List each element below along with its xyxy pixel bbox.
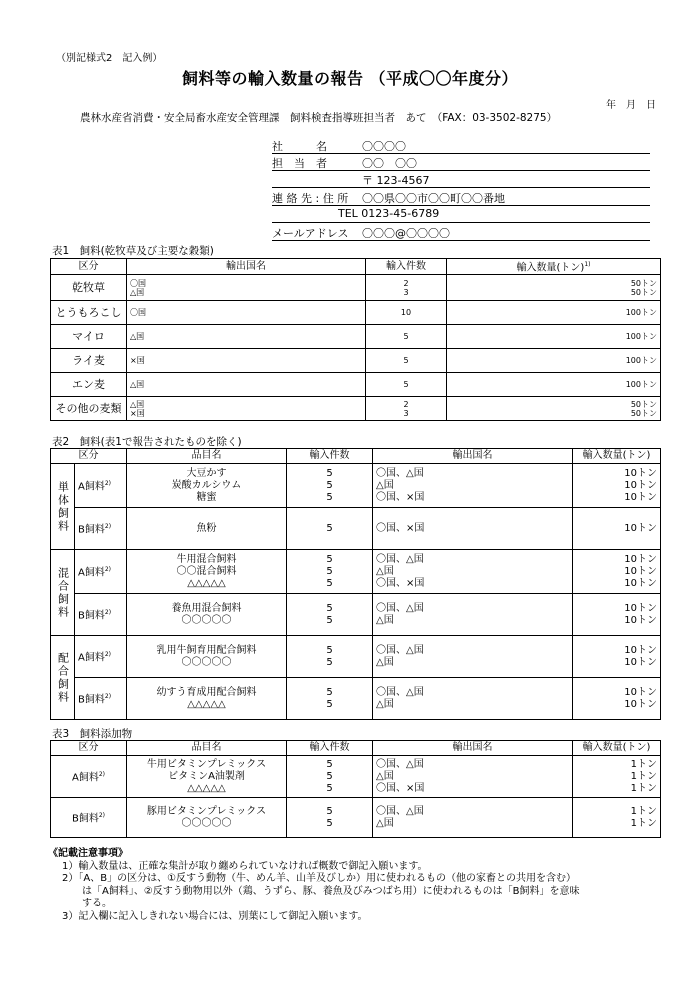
country-cell-line: △国 bbox=[130, 399, 145, 409]
table1-header-row bbox=[51, 259, 661, 275]
item-cell-line: 養魚用混合飼料 bbox=[171, 602, 242, 614]
sub-category-cell bbox=[75, 594, 127, 636]
country-cell-line: ×国 bbox=[130, 356, 145, 366]
country-cell bbox=[127, 325, 366, 349]
count-cell bbox=[287, 508, 373, 550]
quantity-cell-line: 1トン bbox=[630, 782, 657, 794]
table3-caption: 表3 飼料添加物 bbox=[52, 728, 133, 740]
table1-header-quantity-label: 輸入数量(トン) bbox=[516, 262, 585, 274]
quantity-cell-line: 1トン bbox=[630, 758, 657, 770]
quantity-cell-line: 10トン bbox=[624, 467, 657, 479]
address-value: 〇〇県〇〇市〇〇町〇〇番地 bbox=[362, 192, 505, 205]
country-cell bbox=[373, 756, 573, 798]
country-cell-line: ×国 bbox=[130, 408, 145, 418]
category-cell bbox=[51, 301, 127, 325]
quantity-cell bbox=[573, 464, 661, 508]
quantity-cell-line: 10トン bbox=[624, 614, 657, 626]
quantity-cell bbox=[573, 756, 661, 798]
quantity-cell bbox=[573, 550, 661, 594]
table1-header-country: 輸出国名 bbox=[127, 259, 366, 275]
addressee-line: 農林水産省消費・安全局畜水産安全管理課 飼料検査指導班担当者 あて （FAX：03-3502-8275） bbox=[80, 112, 558, 124]
table-row bbox=[51, 373, 661, 397]
item-cell bbox=[127, 636, 287, 678]
count-cell-line: 3 bbox=[403, 287, 409, 297]
note-item: 3）記入欄に記入しきれない場合には、別葉にして御記入願います。 bbox=[62, 910, 368, 922]
category-label: A飼料 bbox=[78, 652, 105, 664]
count-cell bbox=[287, 798, 373, 838]
count-cell-line: 5 bbox=[326, 491, 333, 503]
quantity-cell-line: 1トン bbox=[630, 770, 657, 782]
count-cell-line: 5 bbox=[326, 656, 333, 668]
table-row bbox=[51, 464, 661, 508]
table2 bbox=[50, 448, 661, 720]
group-label-text: 混合飼料 bbox=[56, 566, 70, 619]
category-label: A飼料 bbox=[71, 772, 99, 784]
note-item: 2）「A、B」の区分は、①反すう動物（牛、めん羊、山羊及びしか）用に使われるもの（他の家畜との共用を含む） bbox=[62, 873, 577, 884]
group-label bbox=[51, 464, 75, 550]
country-cell bbox=[373, 798, 573, 838]
category-cell bbox=[51, 275, 127, 301]
quantity-cell bbox=[447, 301, 661, 325]
item-cell bbox=[127, 678, 287, 720]
table-row bbox=[51, 550, 661, 594]
country-cell-line: △国 bbox=[130, 287, 145, 297]
sub-category-cell bbox=[75, 678, 127, 720]
item-cell-line: 乳用牛飼育用配合飼料 bbox=[156, 644, 257, 656]
quantity-cell-line: 100トン bbox=[625, 308, 657, 318]
country-cell-line: △国 bbox=[376, 479, 394, 491]
count-cell-line: 5 bbox=[326, 698, 333, 710]
quantity-cell bbox=[447, 373, 661, 397]
address-label: 連 絡 先 : 住 所 bbox=[272, 192, 349, 205]
table-row bbox=[51, 756, 661, 798]
item-cell-line: 魚粉 bbox=[196, 522, 217, 534]
item-cell-line: 〇〇〇〇〇 bbox=[181, 817, 232, 829]
count-cell bbox=[287, 678, 373, 720]
table-row bbox=[51, 508, 661, 550]
tel-row bbox=[272, 205, 650, 223]
table-row bbox=[51, 397, 661, 421]
quantity-cell-line: 100トン bbox=[625, 380, 657, 390]
country-cell bbox=[127, 397, 366, 421]
count-cell bbox=[366, 301, 447, 325]
country-cell bbox=[373, 636, 573, 678]
country-cell-line: 〇国 bbox=[130, 308, 146, 318]
table-row bbox=[51, 678, 661, 720]
count-cell-line: 5 bbox=[326, 479, 333, 491]
country-cell-line: △国 bbox=[376, 656, 394, 668]
category-cell bbox=[51, 349, 127, 373]
table2-header-row bbox=[51, 449, 661, 464]
footnote-ref: 2) bbox=[104, 565, 112, 573]
count-cell-line: 5 bbox=[326, 817, 333, 829]
item-cell-line: 幼すう育成用配合飼料 bbox=[156, 686, 257, 698]
item-cell bbox=[127, 798, 287, 838]
quantity-cell-line: 50トン bbox=[630, 408, 657, 418]
country-cell-line: 〇国、△国 bbox=[376, 805, 424, 817]
quantity-cell-line: 100トン bbox=[625, 356, 657, 366]
table2-header-item: 品目名 bbox=[127, 449, 287, 464]
quantity-cell bbox=[573, 508, 661, 550]
quantity-cell-line: 10トン bbox=[624, 656, 657, 668]
item-cell-line: △△△△△ bbox=[187, 577, 226, 589]
item-cell-line: 〇〇〇〇〇 bbox=[181, 614, 232, 626]
quantity-cell bbox=[447, 275, 661, 301]
country-cell-line: △国 bbox=[376, 698, 394, 710]
report-date: 年 月 日 bbox=[606, 100, 656, 111]
table1-body bbox=[51, 275, 661, 421]
table-row bbox=[51, 636, 661, 678]
count-cell-line: 5 bbox=[326, 565, 333, 577]
table3-header-quantity: 輸入数量(トン) bbox=[573, 741, 661, 756]
count-cell-line: 5 bbox=[326, 758, 333, 770]
table-row bbox=[51, 301, 661, 325]
category-label: A飼料 bbox=[78, 481, 105, 493]
item-cell-line: △△△△△ bbox=[187, 782, 226, 794]
country-cell-line: 〇国、△国 bbox=[376, 553, 424, 565]
table1-header-category: 区分 bbox=[51, 259, 127, 275]
category-cell-line: マイロ bbox=[72, 329, 105, 343]
company-row bbox=[272, 136, 650, 154]
quantity-cell bbox=[447, 325, 661, 349]
country-cell bbox=[127, 349, 366, 373]
count-cell-line: 5 bbox=[326, 614, 333, 626]
country-cell-line: 〇国、×国 bbox=[376, 782, 425, 794]
table3-header-item: 品目名 bbox=[127, 741, 287, 756]
postal-row bbox=[272, 170, 650, 188]
table2-body bbox=[51, 464, 661, 720]
table3-header-country: 輸出国名 bbox=[373, 741, 573, 756]
table3-body bbox=[51, 756, 661, 838]
category-cell-line: とうもろこし bbox=[55, 305, 122, 319]
quantity-cell-line: 10トン bbox=[624, 491, 657, 503]
country-cell-line: 〇国、△国 bbox=[376, 758, 424, 770]
country-cell bbox=[127, 373, 366, 397]
quantity-cell bbox=[573, 636, 661, 678]
count-cell-line: 10 bbox=[400, 308, 412, 318]
country-cell-line: △国 bbox=[376, 770, 394, 782]
country-cell-line: 〇国、△国 bbox=[376, 467, 424, 479]
quantity-cell-line: 50トン bbox=[630, 278, 657, 288]
quantity-cell-line: 10トン bbox=[624, 479, 657, 491]
table1 bbox=[50, 258, 661, 421]
count-cell-line: 5 bbox=[326, 770, 333, 782]
footnote-ref: 2) bbox=[104, 692, 112, 700]
country-cell bbox=[373, 594, 573, 636]
note-item: する。 bbox=[82, 898, 112, 909]
table2-caption: 表2 飼料(表1で報告されたものを除く) bbox=[52, 436, 242, 448]
count-cell bbox=[287, 756, 373, 798]
count-cell-line: 5 bbox=[326, 805, 333, 817]
country-cell-line: 〇国、×国 bbox=[376, 522, 425, 534]
group-label-text: 単体飼料 bbox=[56, 480, 70, 533]
count-cell bbox=[366, 397, 447, 421]
count-cell-line: 2 bbox=[403, 399, 409, 409]
item-cell-line: 牛用混合飼料 bbox=[176, 553, 237, 565]
item-cell-line: ビタミンA油製剤 bbox=[168, 770, 245, 782]
quantity-cell-line: 10トン bbox=[624, 602, 657, 614]
item-cell bbox=[127, 594, 287, 636]
quantity-cell-line: 10トン bbox=[624, 553, 657, 565]
form-number: （別記様式2 記入例） bbox=[56, 53, 163, 64]
table2-header-category: 区分 bbox=[51, 449, 127, 464]
quantity-cell-line: 10トン bbox=[624, 686, 657, 698]
footnote-ref: 1) bbox=[584, 261, 591, 268]
table-row bbox=[51, 594, 661, 636]
item-cell-line: 炭酸カルシウム bbox=[171, 479, 242, 491]
sub-category-cell bbox=[75, 550, 127, 594]
quantity-cell-line: 1トン bbox=[630, 817, 657, 829]
country-cell bbox=[373, 550, 573, 594]
category-label: B飼料 bbox=[78, 524, 105, 536]
country-cell-line: 〇国、△国 bbox=[376, 602, 424, 614]
quantity-cell bbox=[573, 798, 661, 838]
country-cell bbox=[127, 275, 366, 301]
quantity-cell bbox=[573, 678, 661, 720]
count-cell bbox=[366, 349, 447, 373]
quantity-cell-line: 50トン bbox=[630, 399, 657, 409]
notes-heading: 《記載注意事項》 bbox=[48, 848, 128, 859]
company-label: 社 名 bbox=[272, 140, 327, 153]
count-cell-line: 2 bbox=[403, 278, 409, 288]
footnote-ref: 2) bbox=[104, 522, 112, 530]
count-cell bbox=[287, 636, 373, 678]
item-cell-line: 豚用ビタミンプレミックス bbox=[146, 805, 267, 817]
country-cell-line: 〇国 bbox=[130, 278, 146, 288]
email-row bbox=[272, 223, 650, 241]
count-cell-line: 5 bbox=[326, 644, 333, 656]
country-cell-line: △国 bbox=[376, 817, 394, 829]
category-cell-line: エン麦 bbox=[72, 377, 105, 391]
category-cell-line: ライ麦 bbox=[72, 353, 105, 367]
table-row bbox=[51, 349, 661, 373]
quantity-cell-line: 10トン bbox=[624, 565, 657, 577]
note-item: は「A飼料」、②反すう動物用以外（鶏、うずら、豚、養魚及びみつばち用）に使われるものは「B飼料」を意味 bbox=[82, 885, 580, 897]
item-cell bbox=[127, 756, 287, 798]
table1-header-quantity bbox=[447, 259, 661, 275]
quantity-cell-line: 1トン bbox=[630, 805, 657, 817]
footnote-ref: 2) bbox=[98, 811, 106, 819]
count-cell-line: 5 bbox=[326, 602, 333, 614]
notes bbox=[48, 848, 658, 923]
table-row bbox=[51, 275, 661, 301]
country-cell-line: △国 bbox=[376, 565, 394, 577]
address-row bbox=[272, 188, 650, 206]
quantity-cell bbox=[447, 349, 661, 373]
count-cell-line: 5 bbox=[403, 332, 409, 342]
quantity-cell bbox=[573, 594, 661, 636]
table3 bbox=[50, 740, 661, 838]
page-title: 飼料等の輸入数量の報告 （平成〇〇年度分） bbox=[181, 69, 519, 88]
country-cell-line: 〇国、△国 bbox=[376, 644, 424, 656]
item-cell-line: △△△△△ bbox=[187, 698, 226, 710]
country-cell bbox=[373, 678, 573, 720]
table2-header-count: 輸入件数 bbox=[287, 449, 373, 464]
category-label: B飼料 bbox=[71, 813, 99, 825]
category-cell bbox=[51, 397, 127, 421]
category-label: A飼料 bbox=[78, 567, 105, 579]
group-label bbox=[51, 636, 75, 720]
footnote-ref: 2) bbox=[98, 770, 105, 778]
count-cell-line: 5 bbox=[326, 522, 333, 534]
category-cell-line: その他の麦類 bbox=[55, 401, 122, 415]
item-cell bbox=[127, 508, 287, 550]
table3-header-category: 区分 bbox=[51, 741, 127, 756]
count-cell-line: 3 bbox=[403, 408, 409, 418]
sub-category-cell bbox=[51, 798, 127, 838]
country-cell-line: 〇国、×国 bbox=[376, 491, 425, 503]
person-value: 〇〇 〇〇 bbox=[362, 157, 417, 170]
country-cell-line: △国 bbox=[376, 614, 394, 626]
item-cell bbox=[127, 550, 287, 594]
footnote-ref: 2) bbox=[104, 479, 112, 487]
email-value: 〇〇〇@〇〇〇〇 bbox=[362, 227, 450, 240]
category-label: B飼料 bbox=[78, 610, 105, 622]
sub-category-cell bbox=[75, 508, 127, 550]
quantity-cell bbox=[447, 397, 661, 421]
sub-category-cell bbox=[51, 756, 127, 798]
count-cell bbox=[287, 550, 373, 594]
item-cell-line: 〇〇混合飼料 bbox=[176, 565, 237, 577]
count-cell-line: 5 bbox=[403, 356, 409, 366]
group-label-text: 配合飼料 bbox=[56, 651, 70, 704]
category-cell-line: 乾牧草 bbox=[72, 280, 105, 294]
item-cell bbox=[127, 464, 287, 508]
count-cell bbox=[287, 594, 373, 636]
category-cell bbox=[51, 373, 127, 397]
table2-header-country: 輸出国名 bbox=[373, 449, 573, 464]
count-cell-line: 5 bbox=[326, 686, 333, 698]
company-value: 〇〇〇〇 bbox=[362, 140, 406, 153]
table3-header-row bbox=[51, 741, 661, 756]
item-cell-line: 〇〇〇〇〇 bbox=[181, 656, 232, 668]
count-cell-line: 5 bbox=[326, 553, 333, 565]
count-cell bbox=[287, 464, 373, 508]
count-cell bbox=[366, 275, 447, 301]
country-cell bbox=[373, 508, 573, 550]
country-cell-line: △国 bbox=[130, 332, 145, 342]
quantity-cell-line: 10トン bbox=[624, 577, 657, 589]
category-label: B飼料 bbox=[78, 694, 105, 706]
table1-caption: 表1 飼料(乾牧草及び主要な穀類) bbox=[52, 245, 214, 257]
email-label: メールアドレス bbox=[272, 227, 349, 240]
sub-category-cell bbox=[75, 636, 127, 678]
country-cell-line: 〇国、△国 bbox=[376, 686, 424, 698]
item-cell-line: 大豆かす bbox=[186, 467, 227, 479]
count-cell-line: 5 bbox=[326, 782, 333, 794]
table2-header-quantity: 輸入数量(トン) bbox=[573, 449, 661, 464]
person-row bbox=[272, 153, 650, 171]
quantity-cell-line: 10トン bbox=[624, 644, 657, 656]
country-cell-line: 〇国、×国 bbox=[376, 577, 425, 589]
tel-value: TEL 0123-45-6789 bbox=[338, 207, 440, 220]
count-cell bbox=[366, 373, 447, 397]
postal-code: 〒 123-4567 bbox=[362, 174, 430, 187]
table3-header-count: 輸入件数 bbox=[287, 741, 373, 756]
country-cell-line: △国 bbox=[130, 380, 145, 390]
table-row bbox=[51, 325, 661, 349]
table1-header-count: 輸入件数 bbox=[366, 259, 447, 275]
count-cell-line: 5 bbox=[326, 577, 333, 589]
quantity-cell-line: 100トン bbox=[625, 332, 657, 342]
category-cell bbox=[51, 325, 127, 349]
footnote-ref: 2) bbox=[104, 608, 112, 616]
group-label bbox=[51, 550, 75, 636]
item-cell-line: 糖蜜 bbox=[196, 491, 217, 503]
quantity-cell-line: 10トン bbox=[624, 698, 657, 710]
country-cell bbox=[127, 301, 366, 325]
footnote-ref: 2) bbox=[104, 650, 112, 658]
count-cell-line: 5 bbox=[403, 380, 409, 390]
note-item: 1）輸入数量は、正確な集計が取り纏められていなければ概数で御記入願います。 bbox=[62, 860, 428, 872]
country-cell bbox=[373, 464, 573, 508]
item-cell-line: 牛用ビタミンプレミックス bbox=[146, 758, 267, 770]
person-label: 担 当 者 bbox=[272, 157, 327, 170]
quantity-cell-line: 50トン bbox=[630, 287, 657, 297]
count-cell-line: 5 bbox=[326, 467, 333, 479]
sub-category-cell bbox=[75, 464, 127, 508]
table-row bbox=[51, 798, 661, 838]
quantity-cell-line: 10トン bbox=[624, 522, 657, 534]
count-cell bbox=[366, 325, 447, 349]
